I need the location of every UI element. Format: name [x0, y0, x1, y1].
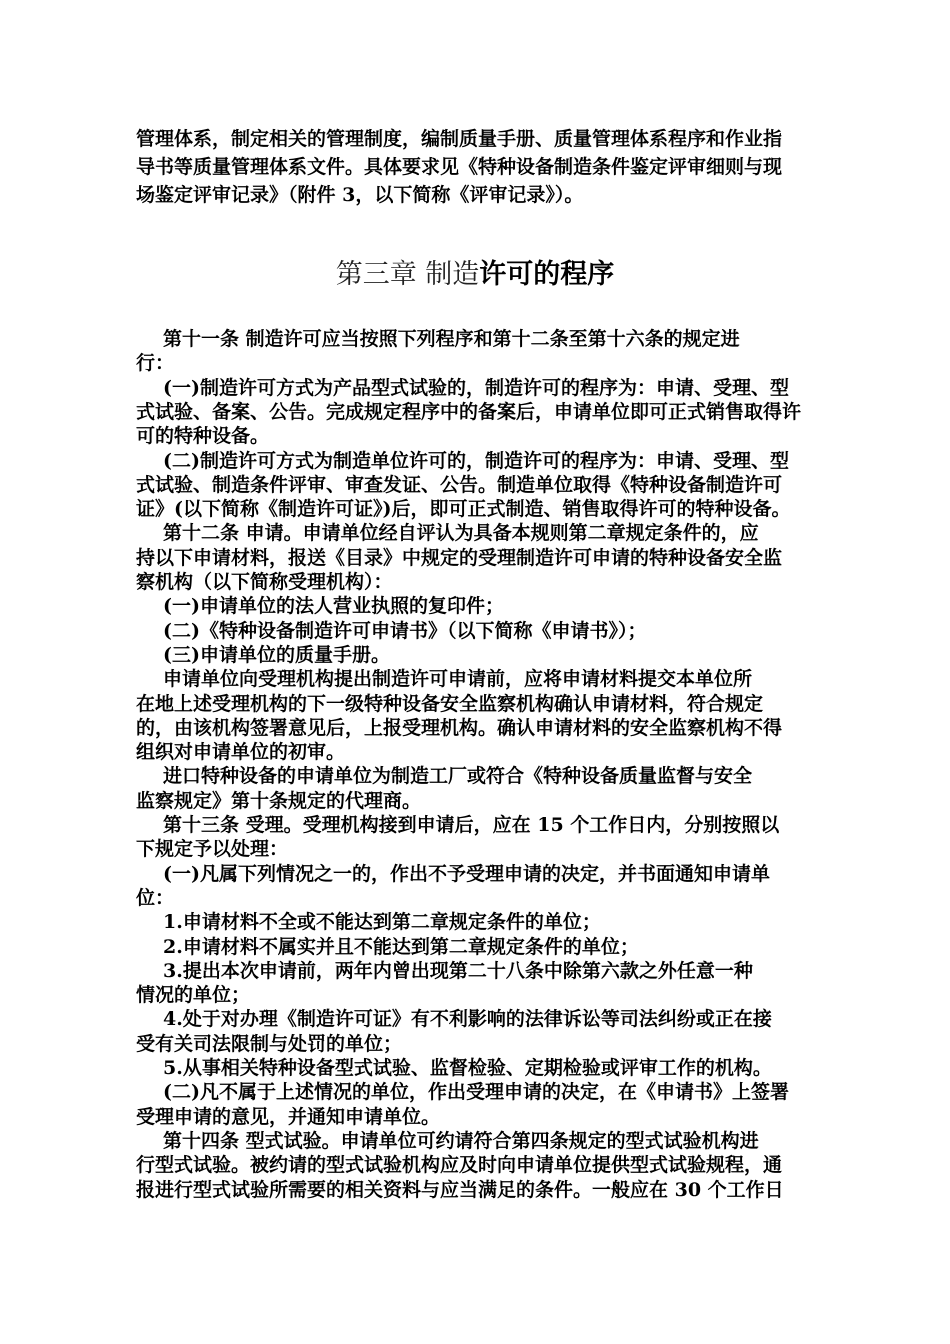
text-line: (一)制造许可方式为产品型式试验的，制造许可的程序为：申请、受理、型	[163, 377, 789, 399]
text-line: 行型式试验。被约请的型式试验机构应及时向申请单位提供型式试验规程，通	[136, 1154, 783, 1176]
text-line: 管理体系，制定相关的管理制度，编制质量手册、质量管理体系程序和作业指	[136, 128, 783, 150]
text-line: 式试验、备案、公告。完成规定程序中的备案后，申请单位即可正式销售取得许	[136, 401, 802, 423]
text-line: 第十一条 制造许可应当按照下列程序和第十二条至第十六条的规定进	[163, 328, 740, 350]
text-line: 导书等质量管理体系文件。具体要求见《特种设备制造条件鉴定评审细则与现	[136, 156, 783, 178]
text-line: 进口特种设备的申请单位为制造工厂或符合《特种设备质量监督与安全	[163, 765, 753, 787]
text-line: 2.申请材料不属实并且不能达到第二章规定条件的单位；	[163, 936, 639, 958]
chapter-title-part2: 许可的程序	[479, 259, 615, 290]
text-line: 察机构（以下简称受理机构）：	[136, 571, 393, 593]
chapter-heading	[0, 258, 950, 292]
text-line: (二)凡不属于上述情况的单位，作出受理申请的决定，在《申请书》上签署	[163, 1081, 789, 1103]
text-line: 可的特种设备。	[136, 425, 270, 447]
text-line: 第十三条 受理。受理机构接到申请后，应在 15 个工作日内，分别按照以	[163, 814, 780, 836]
text-line: (一)凡属下列情况之一的，作出不予受理申请的决定，并书面通知申请单	[163, 863, 770, 885]
text-line: 5.从事相关特种设备型式试验、监督检验、定期检验或评审工作的机构。	[163, 1057, 772, 1079]
text-line: 申请单位向受理机构提出制造许可申请前，应将申请材料提交本单位所	[163, 668, 753, 690]
text-line: 证》(以下简称《制造许可证》)后，即可正式制造、销售取得许可的特种设备。	[136, 498, 791, 520]
text-line: 下规定予以处理：	[136, 838, 289, 860]
text-line: 式试验、制造条件评审、审查发证、公告。制造单位取得《特种设备制造许可	[136, 474, 783, 496]
text-line: (二)《特种设备制造许可申请书》（以下简称《申请书》）；	[163, 620, 647, 642]
text-line: 第十四条 型式试验。申请单位可约请符合第四条规定的型式试验机构进	[163, 1130, 759, 1152]
text-line: 受理申请的意见，并通知申请单位。	[136, 1106, 441, 1128]
text-line: 3.提出本次申请前，两年内曾出现第二十八条中除第六款之外任意一种	[163, 960, 753, 982]
text-line: 1.申请材料不全或不能达到第二章规定条件的单位；	[163, 911, 601, 933]
text-line: 受有关司法限制与处罚的单位；	[136, 1033, 403, 1055]
text-line: 持以下申请材料，报送《目录》中规定的受理制造许可申请的特种设备安全监	[136, 547, 783, 569]
text-line: 监察规定》第十条规定的代理商。	[136, 790, 422, 812]
text-line: 行：	[136, 352, 175, 374]
text-line: 在地上述受理机构的下一级特种设备安全监察机构确认申请材料，符合规定	[136, 693, 764, 715]
text-line: 组织对申请单位的初审。	[136, 741, 346, 763]
text-line: 的，由该机构签署意见后，上报受理机构。确认申请材料的安全监察机构不得	[136, 717, 783, 739]
text-line: 场鉴定评审记录》（附件 3，以下简称《评审记录》）。	[136, 184, 584, 206]
text-line: (二)制造许可方式为制造单位许可的，制造许可的程序为：申请、受理、型	[163, 450, 789, 472]
text-line: 报进行型式试验所需要的相关资料与应当满足的条件。一般应在 30 个工作日	[136, 1179, 784, 1201]
text-line: 第十二条 申请。申请单位经自评认为具备本规则第二章规定条件的，应	[163, 522, 759, 544]
text-line: (三)申请单位的质量手册。	[163, 644, 390, 666]
text-line: 位：	[136, 887, 175, 909]
chapter-title-part1: 第三章 制造	[335, 259, 480, 290]
text-line: 4.处于对办理《制造许可证》有不利影响的法律诉讼等司法纠纷或正在接	[163, 1008, 772, 1030]
text-line: (一)申请单位的法人营业执照的复印件；	[163, 595, 504, 617]
text-line: 情况的单位；	[136, 984, 251, 1006]
